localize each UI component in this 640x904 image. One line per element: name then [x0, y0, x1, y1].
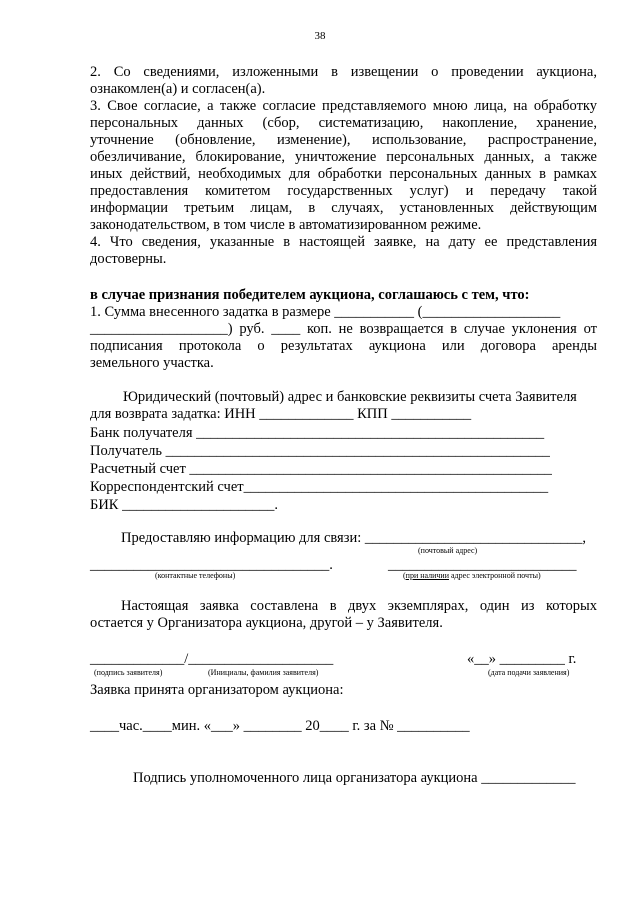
deposit-line-1: 1. Сумма внесенного задатка в размере ___________ (___________________	[90, 304, 561, 320]
accepted-label: Заявка принята организатором аукциона:	[90, 682, 344, 698]
date-caption: (дата подачи заявления)	[488, 668, 570, 677]
initials-caption: (Инициалы, фамилия заявителя)	[208, 668, 319, 677]
p3-line-6: предоставления комитетом государственных услуг) и передачу такой	[90, 183, 597, 199]
p4-line-2: достоверны.	[90, 251, 167, 267]
submission-date: «__» _________ г.	[467, 651, 577, 667]
recipient-field: Получатель _____________________________________________________	[90, 443, 550, 459]
account-field: Расчетный счет __________________________________________________	[90, 461, 552, 477]
signature-line: _____________/____________________	[90, 651, 334, 667]
p3-line-1: 3. Свое согласие, а также согласие представляемого мною лица, на обработку	[90, 98, 597, 114]
accepted-time: ____час.____мин. «___» ________ 20____ г. за № __________	[90, 718, 470, 734]
email-line: __________________________	[388, 557, 577, 573]
p2-line-2: ознакомлен(а) и согласен(а).	[90, 81, 266, 97]
phones-line: _________________________________.	[90, 557, 333, 573]
deposit-line-4: земельного участка.	[90, 355, 214, 371]
p3-line-7: информации третьим лицам, в случаях, установленных действующим	[90, 200, 597, 216]
deposit-line-3: подписания протокола о результатах аукциона или договора аренды	[90, 338, 597, 354]
email-caption-rest: адрес электронной почты)	[449, 571, 541, 580]
email-caption	[403, 571, 541, 580]
email-caption-underlined: при наличии	[405, 571, 449, 580]
p3-line-8: законодательством, в том числе в автоматизированном режиме.	[90, 217, 482, 233]
p3-line-3: уточнение (обновление, изменение), использование, распространение,	[90, 132, 597, 148]
address-line-2: для возврата задатка: ИНН _____________ КПП ___________	[90, 406, 472, 422]
p3-line-5: иных действий, необходимых для обработки персональных данных в рамках	[90, 166, 597, 182]
p3-line-2: персональных данных (сбор, систематизацию, накопление, хранение,	[90, 115, 597, 131]
corr-account-field: Корреспондентский счет__________________________________________	[90, 479, 549, 495]
bik-field: БИК _____________________.	[90, 497, 278, 513]
postal-caption: (почтовый адрес)	[418, 546, 478, 555]
contact-label: Предоставляю информацию для связи: ______________________________,	[121, 530, 586, 546]
address-line-1: Юридический (почтовый) адрес и банковские реквизиты счета Заявителя	[123, 389, 577, 405]
copies-line-2: остается у Организатора аукциона, другой – у Заявителя.	[90, 615, 443, 631]
p4-line-1: 4. Что сведения, указанные в настоящей заявке, на дату ее представления	[90, 234, 597, 250]
email-caption-open: (	[403, 571, 406, 580]
phones-caption: (контактные телефоны)	[155, 571, 236, 580]
copies-line-1: Настоящая заявка составлена в двух экземплярах, один из которых	[121, 598, 597, 614]
deposit-line-2: ___________________) руб. ____ коп. не возвращается в случае уклонения от	[90, 321, 597, 337]
bank-field: Банк получателя ________________________________________________	[90, 425, 545, 441]
authorized-signature: Подпись уполномоченного лица организатора аукциона _____________	[133, 770, 576, 786]
sign-caption: (подпись заявителя)	[94, 668, 163, 677]
p2-line-1: 2. Со сведениями, изложенными в извещении о проведении аукциона,	[90, 64, 597, 80]
winner-heading: в случае признания победителем аукциона, соглашаюсь с тем, что:	[90, 287, 530, 303]
p3-line-4: обезличивание, блокирование, уничтожение персональных данных, а также	[90, 149, 597, 165]
page-number: 38	[314, 30, 326, 42]
